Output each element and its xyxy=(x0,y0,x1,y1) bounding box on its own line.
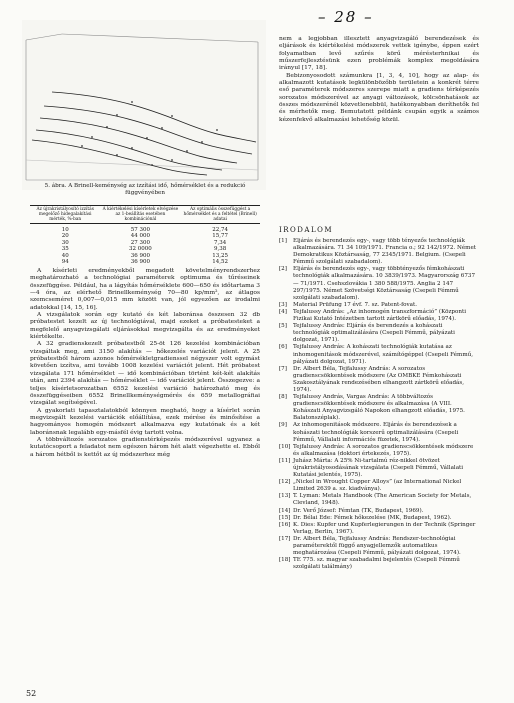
table-cell: 10 xyxy=(61,227,69,233)
reference-number: [1] xyxy=(279,238,287,244)
left-column-text xyxy=(30,268,260,459)
paragraph: nem a legjobban illesztett anyagvizsgáló berendezések és eljárások és kiértékelési módszerek vettek igénybe, éppen ezért folyamatban levő szűrés körű mérésterhnikai és műszerfejlesztésünk ezen problémák komplex megoldására irányul [17, 18]. xyxy=(279,36,479,72)
reference-text: Tejfalussy András, Vargas András: A többváltozós gradienscsökkentések módszere és alkalmazása (A VIII. Kohászati Anyagvizsgáló Napokon elhangzott előadás, 1975. Balatonszéplak). xyxy=(293,394,465,422)
paragraph: A többváltozós sorozatos gradienstérképezés módszerével ugyanez a kutatócsoport a feladatot nem egészen három hét alatt végezhette el. Ebből a három hétből is kettőt az új módszerhez még xyxy=(30,436,260,458)
reference-number: [4] xyxy=(279,308,287,315)
table-cell: 94 xyxy=(61,259,69,266)
table-cell: 40 xyxy=(61,252,69,259)
reference-item xyxy=(279,309,479,323)
table-body xyxy=(30,224,260,266)
references-heading: IRODALOM xyxy=(279,226,333,234)
table-row xyxy=(30,246,260,252)
reference-item xyxy=(279,422,479,443)
reference-number: [7] xyxy=(279,365,287,372)
reference-number: [12] xyxy=(279,479,291,486)
reference-number: [13] xyxy=(279,493,291,500)
reference-number: [2] xyxy=(279,266,287,273)
reference-text: K. Dies: Kupfer und Kupferlegierungen in der Technik (Springer Verlag, Berlin, 1967). xyxy=(293,521,476,535)
table-row xyxy=(30,224,260,234)
reference-number: [3] xyxy=(279,301,287,308)
reference-text: T. Lyman: Metals Handbook (The American Society for Metals, Clevland, 1948). xyxy=(293,493,472,507)
reference-number: [5] xyxy=(279,323,287,330)
table-cell: 14,52 xyxy=(212,259,229,266)
reference-item xyxy=(279,493,479,507)
reference-text: Tejfalussy András: „Az inhomogén transzformáció” (Központi Fizikai Kutató Intézetben tartott zártkörű előadás, 1974). xyxy=(293,308,467,323)
reference-text: Tejfalussy András: A sorozatos gradienscsökkentések módszere és alkalmazása (doktori értekezés, 1975). xyxy=(293,443,474,457)
table-header-reduction: Az újrakristályosító izzítás megelőző hidegalakítási mérték, %-ban xyxy=(30,206,100,224)
reference-number: [14] xyxy=(279,507,291,514)
table-cell: 22,74 xyxy=(212,227,229,233)
reference-item xyxy=(279,508,479,515)
table-cell: 36 900 xyxy=(130,259,151,266)
reference-item xyxy=(279,522,479,536)
hardness-figure xyxy=(22,20,266,190)
page-number: 52 xyxy=(26,689,37,698)
right-column-text xyxy=(279,36,479,124)
table-header-row xyxy=(30,206,260,224)
table-row xyxy=(30,259,260,265)
reference-text: „Nickel in Wrought Copper Alloys” (az International Nickel Limited 2639 a. sz. kiadványa). xyxy=(293,479,462,493)
table-cell: 20 xyxy=(61,233,69,240)
paragraph: A gyakorlati tapasztalatokból könnyen megható, hogy a kísérlet során megvizsgált kezelési variációk előállítása, ezek mérése és minősítése a hagyományos homogén módszert alkalmazva egy kutatónak és a két laboránsnak legalább egy-másfél évig tartott volna. xyxy=(30,407,260,436)
reference-number: [10] xyxy=(279,443,291,450)
reference-text: Juhász Márta: A 25% Ni-tartalmú réz-nikkel ötvözet újrakristályosodásának vizsgálata (Csepeli Fémmű, Vállalati Kutatási jelentés, 1975). xyxy=(293,457,464,479)
reference-text: Dr. Albert Béla, Tejfalussy András: Rendszer-technológiai paraméterektől függő anyagjellemzők automatikus meghatározása (Csepeli Fémmű, pályázati dolgozat, 1974). xyxy=(293,535,461,557)
reference-number: [17] xyxy=(279,535,291,542)
table-row xyxy=(30,233,260,239)
table-cell: 36 900 xyxy=(130,252,151,259)
reference-number: [18] xyxy=(279,557,291,564)
paragraph: A kísérleti eredményekből megadott követelményrendszerhez meghatározható a technológiai paraméterek optimuma és tűréseinek összefüggése. Például, ha a lágyítás hőmérséklete 600—650 és időtartama 3—4 óra, az elérhető Brinellkeménység 70—80 kp/mm², az átlagos szemcseméret 0,007—0,015 mm között van, jól egyezően az irodalmi adatokkal [14, 15, 16]. xyxy=(30,268,260,311)
reference-number: [11] xyxy=(279,457,291,464)
reference-text: Dr. Verő József: Fémtan (TK, Budapest, 1969). xyxy=(293,507,424,514)
table-header-combinations: A kiértékelési kísérletek elvégzése az 1-beállítás esetében kombinációnál xyxy=(100,206,180,224)
page-header: – 28 – xyxy=(318,8,374,26)
reference-number: [16] xyxy=(279,521,291,528)
table-cell: 57 300 xyxy=(130,227,151,233)
table-cell: 15,77 xyxy=(212,233,229,240)
reference-text: Material Prüfung 17 évf. 7. sz. Patent-fovat. xyxy=(293,301,418,308)
reference-text: Eljárás és berendezés egy-, vagy több tényezős technológiák alkalmazására. 71 34 109/1971. Francia o.; 92 142/1972. Német Demokratikus Köztársaság, 77 2345/1971. Belgium. (Csepeli Fémmű szolgálati szabadalom). xyxy=(293,238,477,266)
figure-background xyxy=(22,20,266,190)
reference-text: Dr. Bélai Ede: Fémek hőkezelése (MK, Budapest, 1962). xyxy=(293,514,452,521)
reference-number: [15] xyxy=(279,514,291,521)
reference-number: [9] xyxy=(279,422,287,429)
table-cell: 32 0000 xyxy=(129,246,152,253)
reference-text: Tejfalussy András: Eljárás és berendezés a kohászati technológiák optimalizálására (Csepeli Fémmű, pályázati dolgozat, 1971). xyxy=(293,323,455,344)
reference-item xyxy=(279,444,479,458)
reference-text: Tejfalussy András: A kohászati technológiák kutatása az inhomogenitások módszerével, számítógéppel (Csepeli Fémmű, pályázati dolgozat, 1971). xyxy=(293,344,474,365)
reference-item xyxy=(279,266,479,301)
table-header-hardness: Az optimális összefüggést a hőmérséklet és a feltétel (Brinell) adatai xyxy=(180,206,260,224)
reference-item xyxy=(279,536,479,557)
reference-number: [8] xyxy=(279,394,287,401)
reference-item xyxy=(279,394,479,422)
table-cell: 7,34 xyxy=(214,239,227,246)
figure-caption: 5. ábra. A Brinell-keménység az izzítási idő, hőmérséklet és a redukció függvényében xyxy=(44,183,246,196)
table-cell: 27 300 xyxy=(130,239,151,246)
paragraph: A 32 gradienskezelt próbatestből 25-öt 126 kezelési kombinációban vizsgáltak meg, ami 3150 alakítás — hőkezelés variációt jelent. A 25 próbatestből három azonos hőmérsékletgradienssel négyszer volt egymást követően izzítva, ami tovább 1008 kezelési variációt jelent. Hét próbatest vizsgálata 171 hőmérséklet — idő kombinációban történt két-két alakítás után, ami 2394 alakítás — hőmérséklet — idő variációt jelent. Összegezve: a teljes kísérletsorozatban 6552 kezelési variáció határozható meg és összefüggéseiben 6552 Brinellkeménységmérés és 659 metallográfiai vizsgálat segítségével. xyxy=(30,341,260,407)
reference-item xyxy=(279,238,479,266)
reference-item xyxy=(279,515,479,522)
results-table xyxy=(30,205,260,265)
reference-text: Dr. Albert Béla, Tejfalussy András: A sorozatos gradienscsökkentések módszere (Az OMBKE Fémkohászati Szakosztályának rendezésében elhangzott zártkörű előadás, 1974). xyxy=(293,365,465,393)
reference-text: TE 775. sz. magyar szabadalmi bejelentés (Csepeli Fémmű szolgálati találmány) xyxy=(293,557,460,571)
reference-text: Az inhomogenitások módszere. Eljárás és berendezések a kohászati technológiák korszerű optimalizálására (Csepeli Fémmű, Vállalati információs füzetek, 1974). xyxy=(293,422,459,443)
table-cell: 44 000 xyxy=(130,233,151,240)
reference-number: [6] xyxy=(279,344,287,351)
table-cell: 35 xyxy=(61,246,69,253)
paragraph: Bebizonyosodott számunkra [1, 3, 4, 10], hogy az alap- és alkalmazott kutatások legkülönbözőbb területein a konkrét térre eső paraméterek módszeres szerepe miatt a gradiens térképezés sorozatos módszerével az anyagi változások, kölcsönhatások az összes módszerénél közvetlenebbül, hatékonyabban deríthetők fel és mérhetők meg. Bemutatott példánk csupán egyik a számos kézenfekvő alkalmazási lehetőség közül. xyxy=(279,72,479,123)
reference-item xyxy=(279,557,479,571)
paragraph: A vizsgálatok során egy kutató és két laboránsa összesen 32 db próbatestet kezelt az új technológiával, majd ezeket a próbatesteket a megfelelő anyagvizsgálati eljárásokkal megvizsgálta és az eredményeket kiértékelte. xyxy=(30,312,260,341)
reference-item xyxy=(279,366,479,394)
table-cell: 9,38 xyxy=(214,246,227,253)
reference-item xyxy=(279,302,479,309)
reference-item xyxy=(279,323,479,344)
references-list xyxy=(279,238,479,571)
reference-item xyxy=(279,344,479,365)
table-cell: 30 xyxy=(61,239,69,246)
reference-text: Eljárás és berendezés egy-, vagy többtényezős fémkohászati technológiák alkalmazására. 10 3839/1973. Magyarország 6737 — 71/1971. Csehszlovákia 1 380 588/1975. Anglia 2 147 297/1975. Német Szövetségi Köztársaság (Csepeli Fémmű szolgálati szabadalom). xyxy=(293,266,476,301)
reference-item xyxy=(279,458,479,479)
table-cell: 13,25 xyxy=(212,252,229,259)
reference-item xyxy=(279,479,479,493)
